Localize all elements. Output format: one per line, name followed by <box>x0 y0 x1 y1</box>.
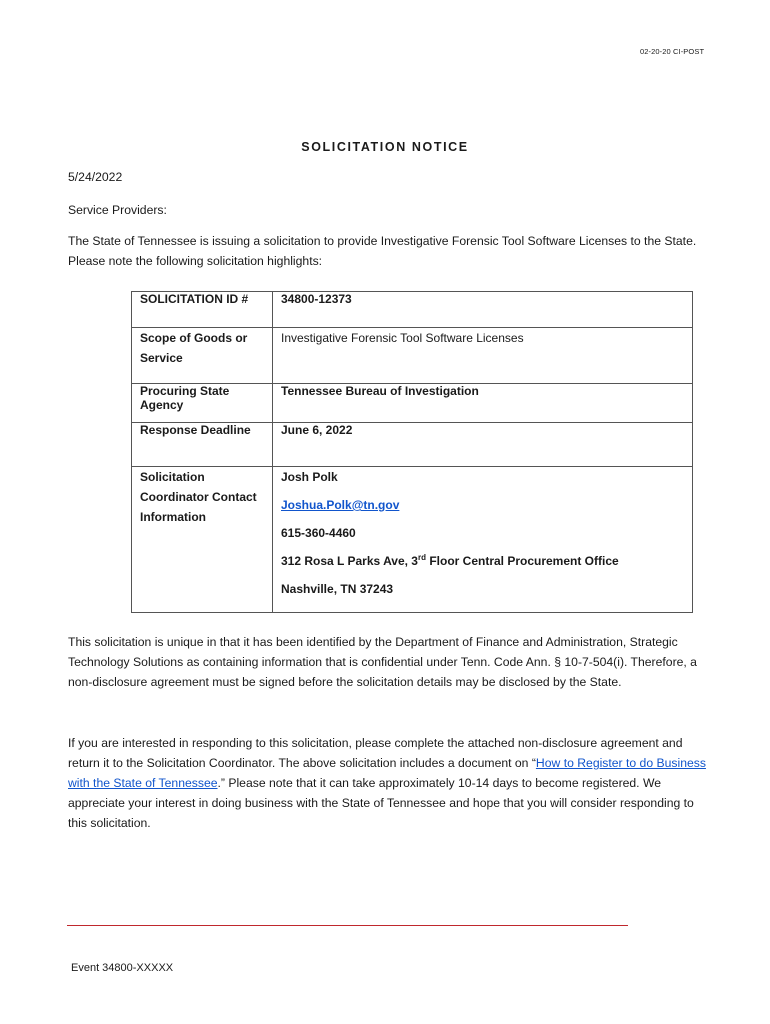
paragraph-text: If you are interested in responding to this solicitation, please complete the attached non-disclosure agreement and return it to the Solicitation Coordinator. The above solicitation includes a document on “ <box>68 736 683 770</box>
solicitation-highlights-table <box>131 291 693 613</box>
table-row <box>132 467 693 613</box>
solicitation-id-label: SOLICITATION ID # <box>132 292 273 328</box>
agency-value: Tennessee Bureau of Investigation <box>273 384 693 423</box>
footer-event-id: Event 34800-XXXXX <box>71 962 174 974</box>
solicitation-id-value: 34800-12373 <box>273 292 693 328</box>
agency-label: Procuring State Agency <box>132 384 273 423</box>
coordinator-phone: 615-360-4460 <box>281 526 356 540</box>
table-row <box>132 328 693 384</box>
footer-rule <box>67 925 628 926</box>
intro-paragraph: The State of Tennessee is issuing a solicitation to provide Investigative Forensic Tool Software Licenses to the State. Please note the following solicitation highlights: <box>68 234 697 268</box>
coordinator-name: Josh Polk <box>281 470 338 484</box>
address-part: 312 Rosa L Parks Ave, 3 <box>281 554 418 568</box>
deadline-value: June 6, 2022 <box>273 423 693 467</box>
deadline-label: Response Deadline <box>132 423 273 467</box>
greeting: Service Providers: <box>68 203 167 217</box>
scope-label: Scope of Goods or Service <box>132 328 273 384</box>
register-business-link[interactable]: How to Register to do Business with the State of Tennessee <box>68 756 706 790</box>
response-paragraph <box>68 733 708 833</box>
table-row <box>132 423 693 467</box>
address-part: Floor Central Procurement Office <box>425 554 619 568</box>
document-code: 02-20-20 CI-POST <box>640 47 705 56</box>
scope-value: Investigative Forensic Tool Software Licenses <box>273 328 693 384</box>
confidentiality-paragraph: This solicitation is unique in that it has been identified by the Department of Finance and Administration, Strategic Technology Solutions as containing information that is confidential under Tenn. Code Ann. § 10-7-504(i). Therefore, a non-disclosure agreement must be signed before the solicitation details may be disclosed by the State. <box>68 635 697 689</box>
coordinator-city: Nashville, TN 37243 <box>281 582 394 596</box>
coordinator-email-link[interactable]: Joshua.Polk@tn.gov <box>281 498 400 512</box>
notice-date: 5/24/2022 <box>68 170 123 184</box>
address-ordinal: rd <box>417 553 426 562</box>
coordinator-address <box>281 551 684 571</box>
coordinator-contact <box>273 467 693 613</box>
page-title: SOLICITATION NOTICE <box>301 140 469 154</box>
coordinator-label: Solicitation Coordinator Contact Information <box>132 467 273 613</box>
table-row <box>132 384 693 423</box>
table-row <box>132 292 693 328</box>
paragraph-text: .” Please note that it can take approximately 10-14 days to become registered. We appreciate your interest in doing business with the State of Tennessee and hope that you will consider responding to this solicitation. <box>68 776 694 830</box>
